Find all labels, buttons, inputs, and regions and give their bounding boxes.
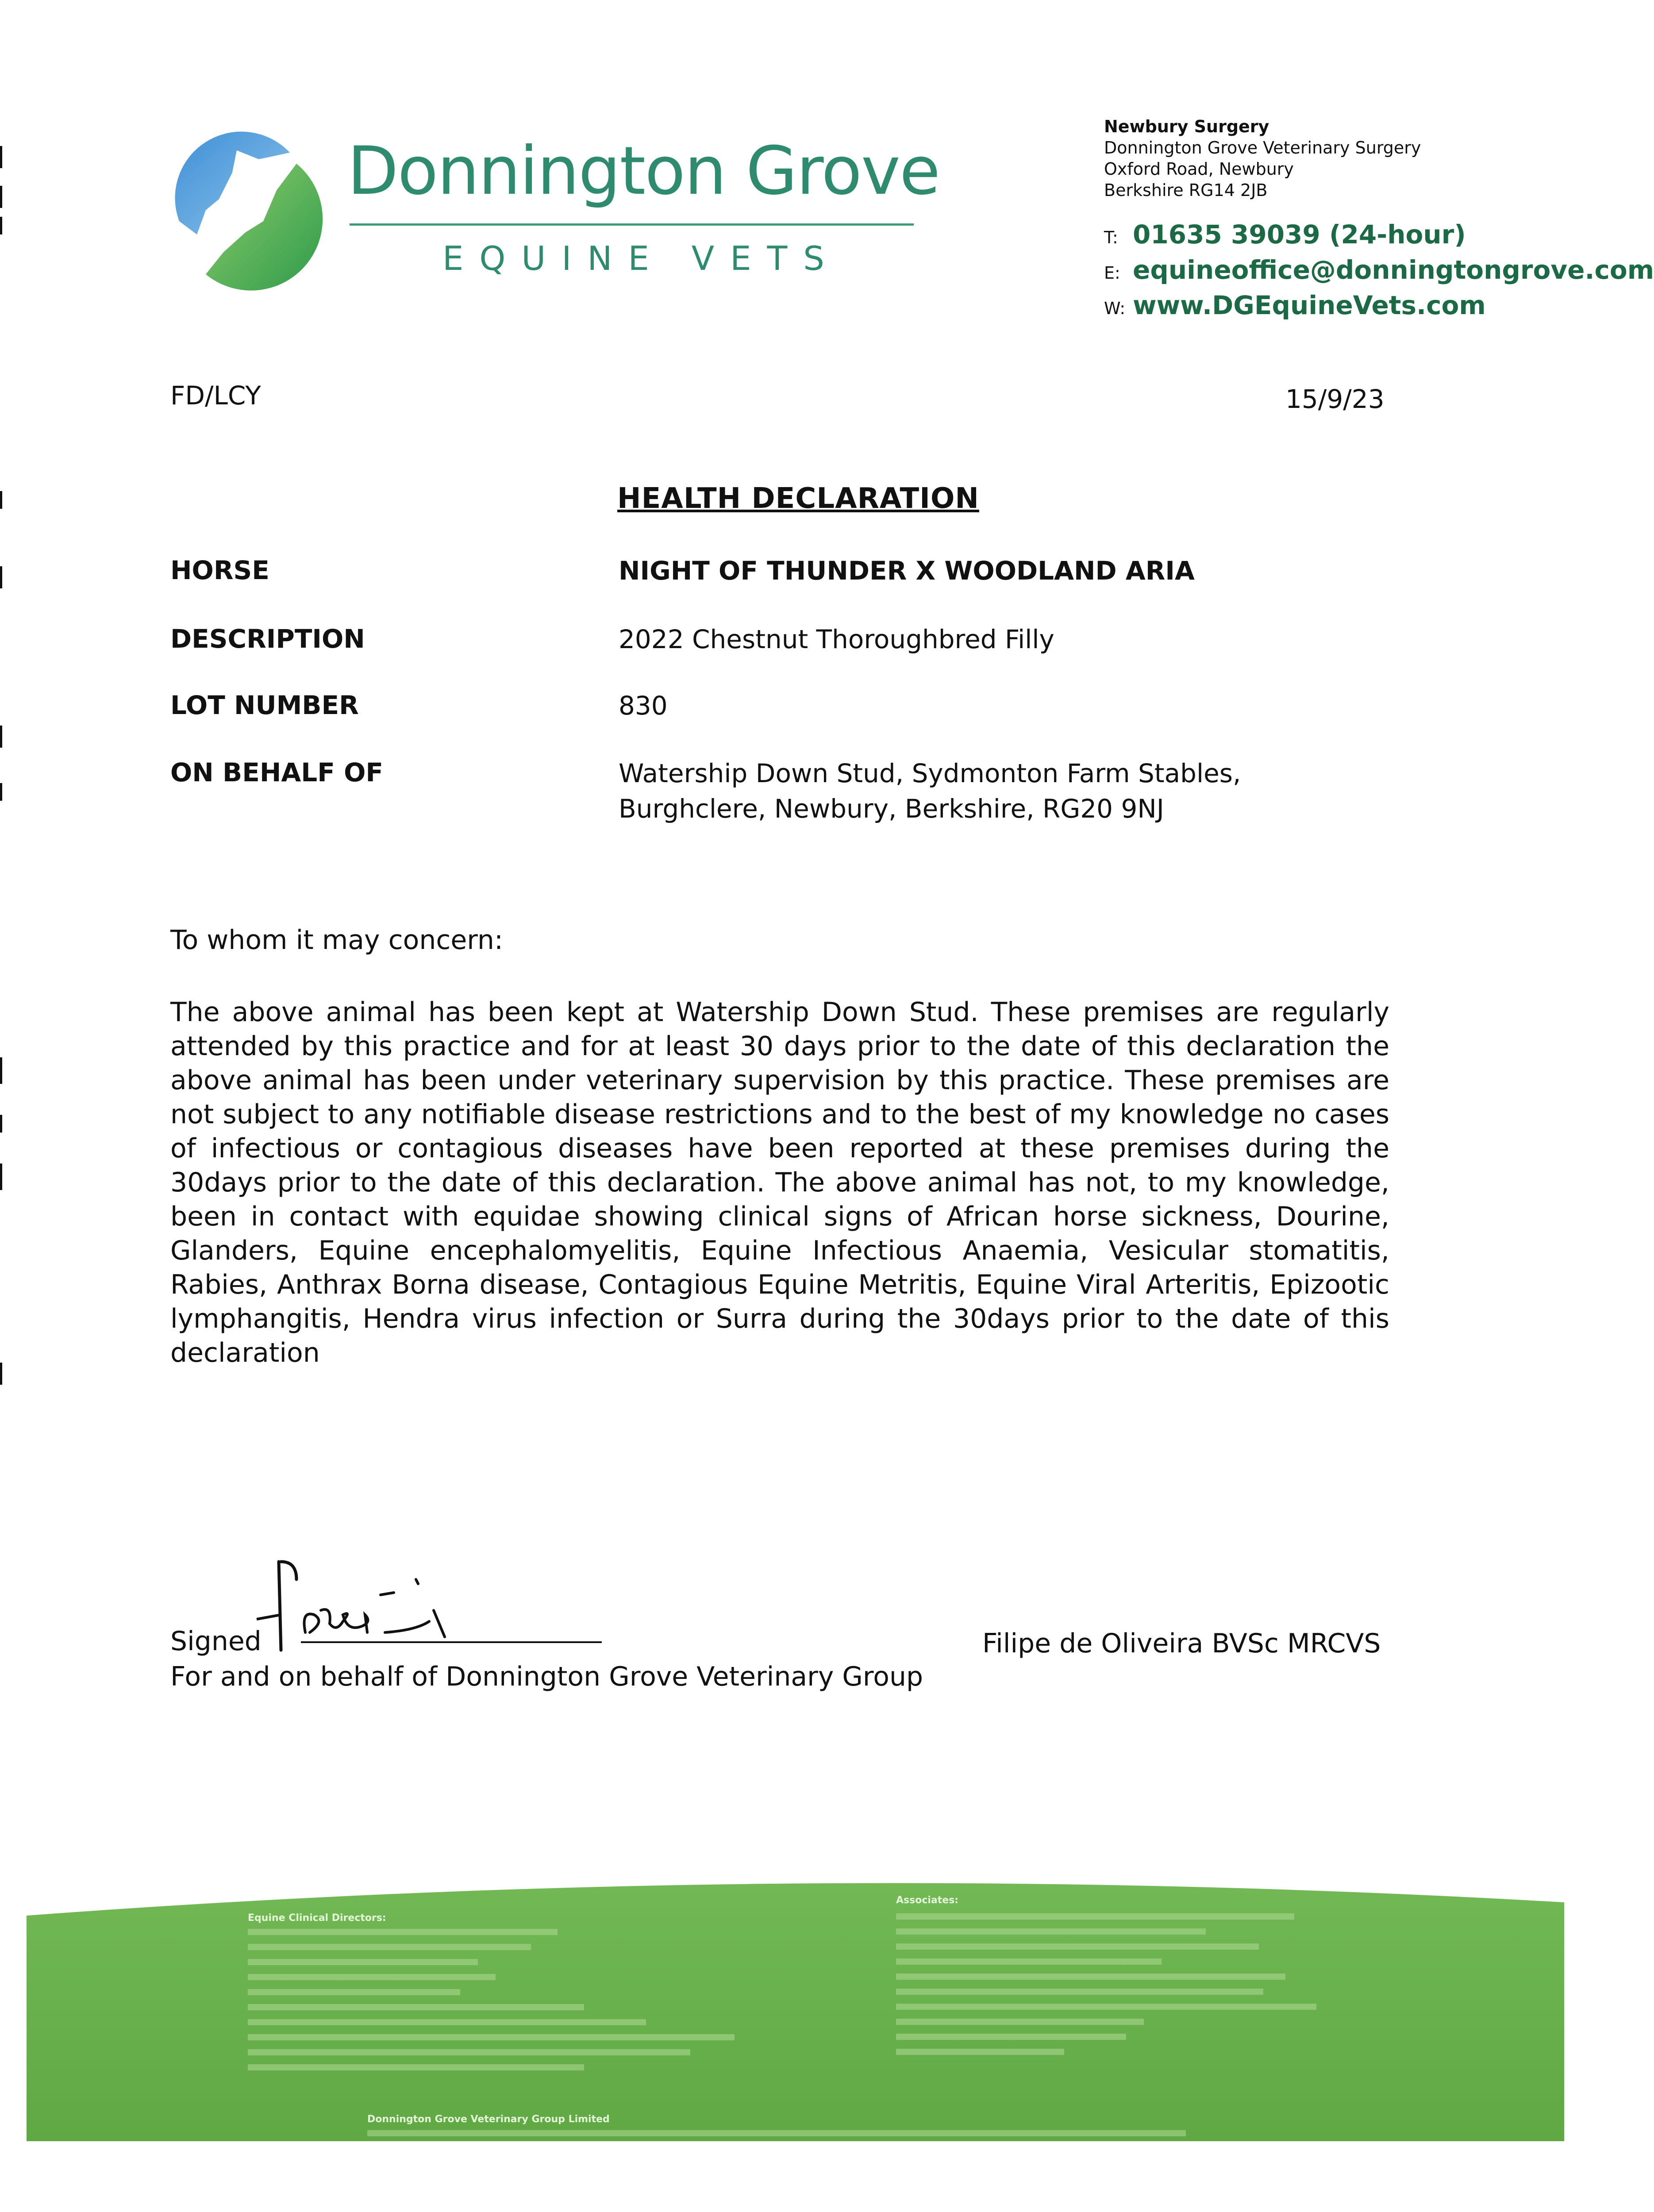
field-label-horse: HORSE — [170, 555, 269, 585]
scan-mark — [0, 1363, 2, 1385]
footer-directors-list — [248, 1929, 735, 2079]
scan-mark — [0, 491, 2, 509]
scan-mark — [0, 566, 2, 588]
signature-line — [301, 1641, 602, 1643]
salutation: To whom it may concern: — [170, 925, 504, 956]
signatory-name: Filipe de Oliveira BVSc MRCVS — [982, 1628, 1381, 1659]
website-link[interactable]: www.DGEquineVets.com — [1133, 290, 1486, 320]
behalf-line-2: Burghclere, Newbury, Berkshire, RG20 9NJ — [619, 794, 1164, 824]
declaration-body: The above animal has been kept at Watership Down Stud. These premises are regularly attended by this practice and for at least 30 days prior to the date of this declaration the above animal has been under veterinary supervision by this practice. These premises are not subject to any notifiable disease restrictions and to the best of my knowledge no cases of infectious or contagious diseases have been reported at these premises during the 30days prior to the date of this declaration. The above animal has not, to my knowledge, been in contact with equidae showing clinical signs of African horse sickness, Dourine, Glanders, Equine encephalomyelitis, Equine Infectious Anaemia, Vesicular stomatitis, Rabies, Anthrax Borna disease, Contagious Equine Metritis, Equine Viral Arteritis, Epizootic lymphangitis, Hendra virus infection or Surra during the 30days prior to the date of this declaration — [170, 997, 1389, 1368]
footer-registration-line — [367, 2130, 1186, 2136]
field-value-horse: NIGHT OF THUNDER X WOODLAND ARIA — [619, 556, 1195, 586]
brand-subtitle: EQUINE VETS — [442, 239, 840, 278]
signatory-organisation: For and on behalf of Donnington Grove Veterinary Group — [170, 1661, 923, 1692]
footer-associates-list — [896, 1913, 1316, 2064]
scan-mark — [0, 783, 2, 801]
handwritten-signature-icon — [248, 1544, 496, 1655]
contact-label: T: — [1104, 228, 1118, 247]
signed-label: Signed — [170, 1626, 262, 1657]
brand-name: Donnington Grove — [347, 133, 940, 210]
field-value-on-behalf-of — [619, 756, 1241, 826]
surgery-address — [1104, 116, 1421, 201]
field-value-description: 2022 Chestnut Thoroughbred Filly — [619, 624, 1054, 654]
footer-band — [0, 1840, 1600, 2141]
scan-mark — [0, 726, 2, 748]
address-line: Oxford Road, Newbury — [1104, 159, 1294, 179]
address-line: Donnington Grove Veterinary Surgery — [1104, 138, 1421, 157]
address-line: Berkshire RG14 2JB — [1104, 180, 1268, 200]
scan-mark — [0, 186, 2, 208]
brand-divider — [350, 223, 914, 226]
field-label-lot-number: LOT NUMBER — [170, 690, 359, 720]
email-link[interactable]: equineoffice@donningtongrove.com — [1133, 255, 1654, 285]
scan-mark — [0, 217, 2, 234]
scan-mark — [0, 1164, 2, 1190]
field-label-on-behalf-of: ON BEHALF OF — [170, 757, 383, 787]
company-logo-icon — [170, 133, 316, 283]
contact-block — [1104, 217, 1654, 323]
phone-number: 01635 39039 (24-hour) — [1133, 219, 1466, 250]
field-value-lot-number: 830 — [619, 691, 668, 721]
surgery-name: Newbury Surgery — [1104, 117, 1269, 136]
scan-mark — [0, 1057, 2, 1084]
footer-directors-heading: Equine Clinical Directors: — [248, 1912, 386, 1924]
contact-label: W: — [1104, 299, 1126, 318]
document-title: HEALTH DECLARATION — [617, 482, 979, 515]
contact-label: E: — [1104, 263, 1120, 283]
footer-associates-heading: Associates: — [896, 1895, 959, 1906]
reference-code: FD/LCY — [170, 380, 261, 411]
field-label-description: DESCRIPTION — [170, 624, 365, 654]
footer-company-line: Donnington Grove Veterinary Group Limited — [367, 2114, 610, 2125]
scan-mark — [0, 1115, 2, 1133]
scan-mark — [0, 146, 2, 168]
letter-date: 15/9/23 — [1285, 384, 1385, 414]
behalf-line-1: Watership Down Stud, Sydmonton Farm Stables, — [619, 758, 1241, 788]
